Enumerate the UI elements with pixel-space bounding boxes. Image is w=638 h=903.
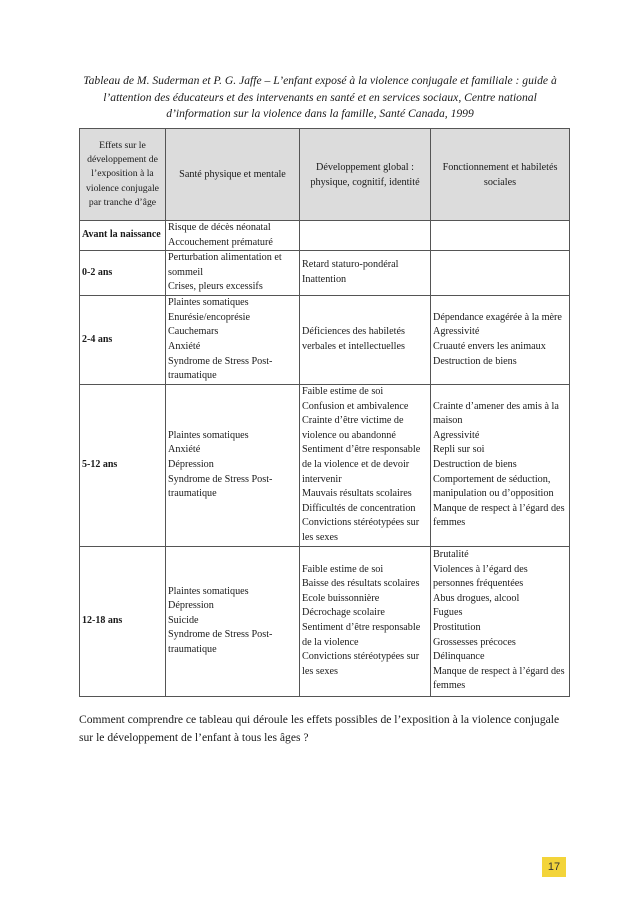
cell-line: Manque de respect à l’égard des femmes [433, 665, 565, 692]
cell-line: Sentiment d’être responsable de la violence et de devoir intervenir [302, 444, 421, 485]
cell-line: Enurésie/encoprésie [168, 311, 251, 323]
cell-line: Plaintes somatiques [168, 297, 249, 309]
sante-cell [166, 251, 300, 296]
header-global-development: Développement global : physique, cognitif, identité [300, 129, 431, 221]
cell-line: Délinquance [433, 651, 485, 663]
cell-line: Mauvais résultats scolaires [302, 488, 412, 500]
fonc-cell [431, 295, 570, 384]
sante-cell [166, 221, 300, 251]
cell-line: Destruction de biens [433, 355, 517, 367]
cell-line: Agressivité [433, 429, 480, 441]
cell-line: Dépression [168, 458, 214, 470]
cell-line: Dépendance exagérée à la mère [433, 311, 562, 323]
table-row [80, 546, 570, 696]
cell-line: Suicide [168, 614, 199, 626]
cell-line: Perturbation alimentation et sommeil [168, 252, 282, 278]
cell-line: Déficiences des habiletés verbales et intellectuelles [302, 326, 405, 352]
cell-line: Plaintes somatiques [168, 429, 249, 441]
cell-line: Convictions stéréotypées sur les sexes [302, 651, 420, 677]
cell-line: Crainte d’amener des amis à la maison [433, 400, 559, 427]
cell-line: Difficultés de concentration [302, 502, 416, 514]
cell-line: Sentiment d’être responsable de la violence [302, 622, 421, 648]
cell-line: Décrochage scolaire [302, 607, 385, 619]
header-physical-mental-health: Santé physique et mentale [166, 129, 300, 221]
dev-cell [300, 384, 431, 546]
cell-line: Violences à l’égard des personnes fréquentées [433, 563, 528, 590]
cell-line: Faible estime de soi [302, 385, 384, 397]
dev-cell [300, 221, 431, 251]
cell-line: Plaintes somatiques [168, 585, 249, 597]
cell-line: Repli sur soi [433, 444, 485, 456]
cell-line: Manque de respect à l’égard des femmes [433, 502, 565, 529]
cell-line: Crainte d’être victime de violence ou abandonné [302, 415, 404, 441]
fonc-cell [431, 221, 570, 251]
age-cell: 5-12 ans [80, 384, 166, 546]
table-caption: Tableau de M. Suderman et P. G. Jaffe – L’enfant exposé à la violence conjugale et familiale : guide à l’attention des éducateurs et des intervenants en santé et en services sociaux, Centre national d’information sur la violence dans la famille, Santé Canada, 1999 [83, 74, 557, 120]
header-social-functioning: Fonctionnement et habiletés sociales [431, 129, 570, 221]
cell-line: Faible estime de soi [302, 563, 384, 575]
cell-line: Baisse des résultats scolaires [302, 578, 420, 590]
fonc-cell [431, 546, 570, 696]
cell-line: Ecole buissonnière [302, 592, 380, 604]
age-cell: 12-18 ans [80, 546, 166, 696]
cell-line: Cruauté envers les animaux [433, 340, 546, 352]
cell-line: Grossesses précoces [433, 636, 516, 648]
cell-line: Abus drogues, alcool [433, 592, 520, 604]
fonc-cell [431, 251, 570, 296]
dev-cell [300, 251, 431, 296]
cell-line: Convictions stéréotypées sur les sexes [302, 517, 420, 543]
cell-line: Anxiété [168, 340, 201, 352]
cell-line: Inattention [302, 274, 347, 286]
cell-line: Anxiété [168, 444, 201, 456]
age-cell: Avant la naissance [80, 221, 166, 251]
cell-line: Syndrome de Stress Post-traumatique [168, 473, 273, 500]
age-cell: 2-4 ans [80, 295, 166, 384]
sante-cell [166, 384, 300, 546]
table-row [80, 251, 570, 296]
cell-line: Risque de décès néonatal [168, 222, 271, 233]
cell-line: Brutalité [433, 549, 469, 561]
page-number: 17 [542, 857, 566, 877]
cell-line: Agressivité [433, 326, 480, 338]
cell-line: Dépression [168, 600, 214, 612]
cell-line: Syndrome de Stress Post-traumatique [168, 355, 273, 382]
sante-cell [166, 546, 300, 696]
cell-line: Destruction de biens [433, 458, 517, 470]
cell-line: Cauchemars [168, 326, 219, 338]
cell-line: Crises, pleurs excessifs [168, 281, 263, 293]
table-row [80, 295, 570, 384]
sante-cell [166, 295, 300, 384]
cell-line: Retard staturo-pondéral [302, 259, 399, 271]
dev-cell [300, 546, 431, 696]
cell-line: Accouchement prématuré [168, 236, 273, 248]
cell-line: Confusion et ambivalence [302, 400, 409, 412]
dev-cell [300, 295, 431, 384]
fonc-cell [431, 384, 570, 546]
cell-line: Prostitution [433, 622, 481, 633]
age-cell: 0-2 ans [80, 251, 166, 296]
effects-table [79, 128, 570, 697]
cell-line: Fugues [433, 607, 463, 619]
table-row [80, 221, 570, 251]
question-text: Comment comprendre ce tableau qui déroule les effets possibles de l’exposition à la violence conjugale sur le développement de l’enfant à tous les âges ? [79, 713, 560, 744]
table-row [80, 384, 570, 546]
cell-line: Syndrome de Stress Post-traumatique [168, 629, 273, 655]
header-age-range: Effets sur le développement de l’exposition à la violence conjugale par tranche d’âge [80, 129, 166, 221]
cell-line: Comportement de séduction, manipulation ou d’opposition [433, 473, 554, 500]
